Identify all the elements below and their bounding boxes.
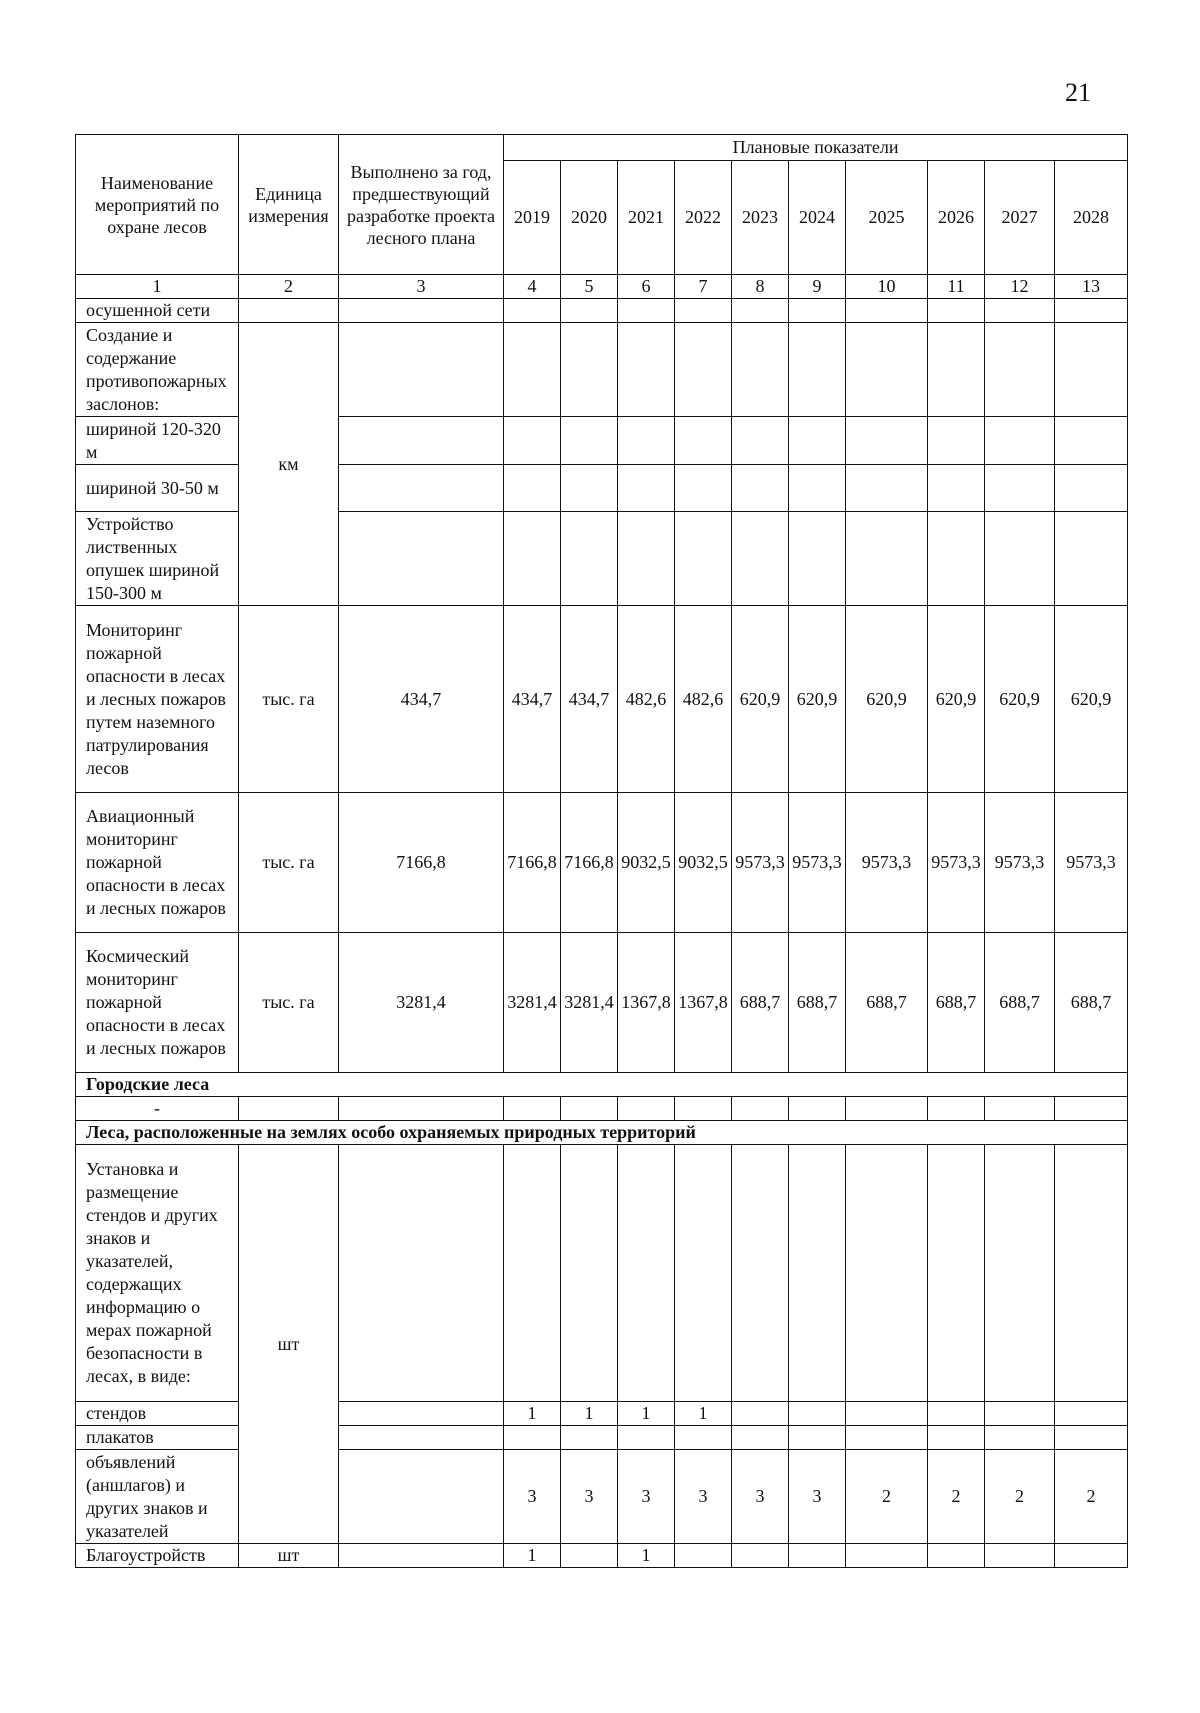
row-name: осушенной сети	[76, 299, 239, 323]
row-value: 1	[618, 1402, 675, 1426]
row-value: 1	[504, 1402, 561, 1426]
table-row	[76, 1426, 1128, 1450]
row-name: шириной 30-50 м	[76, 465, 239, 512]
row-name: Авиационный мониторинг пожарной опасности в лесах и лесных пожаров	[76, 793, 239, 933]
row-name: Создание и содержание противопожарных заслонов:	[76, 323, 239, 417]
row-value: 9032,5	[618, 793, 675, 933]
table-row	[76, 933, 1128, 1073]
row-value	[928, 1544, 985, 1568]
row-value: 9573,3	[789, 793, 846, 933]
table-row	[76, 1097, 1128, 1121]
row-done: 434,7	[339, 606, 504, 793]
row-value: 3281,4	[504, 933, 561, 1073]
table-row	[76, 1544, 1128, 1568]
row-value	[789, 1544, 846, 1568]
row-name: объявлений (аншлагов) и других знаков и указателей	[76, 1450, 239, 1544]
row-value: 1	[504, 1544, 561, 1568]
row-value: 9032,5	[675, 793, 732, 933]
row-value: 9573,3	[928, 793, 985, 933]
row-value: 1367,8	[618, 933, 675, 1073]
row-value	[561, 1544, 618, 1568]
unit-km: км	[239, 323, 339, 606]
col-number: 8	[732, 275, 789, 299]
table-row	[76, 465, 1128, 512]
row-done: 3281,4	[339, 933, 504, 1073]
row-value: 620,9	[732, 606, 789, 793]
row-value	[675, 1544, 732, 1568]
row-value: 620,9	[928, 606, 985, 793]
row-value: 3	[504, 1450, 561, 1544]
row-value: 9573,3	[732, 793, 789, 933]
row-value: 9573,3	[846, 793, 928, 933]
row-value	[985, 1544, 1055, 1568]
row-value: 2	[985, 1450, 1055, 1544]
row-value: 3	[732, 1450, 789, 1544]
col-number: 2	[239, 275, 339, 299]
row-value: 482,6	[618, 606, 675, 793]
col-number: 4	[504, 275, 561, 299]
table-row	[76, 1450, 1128, 1544]
header-year: 2024	[789, 161, 846, 275]
row-value: 9573,3	[985, 793, 1055, 933]
row-value: 3281,4	[561, 933, 618, 1073]
row-done: 7166,8	[339, 793, 504, 933]
row-value: 3	[789, 1450, 846, 1544]
table-row	[76, 417, 1128, 465]
header-done: Выполнено за год, предшествующий разработке проекта лесного плана	[339, 135, 504, 275]
row-name: стендов	[76, 1402, 239, 1426]
header-year: 2020	[561, 161, 618, 275]
col-number: 1	[76, 275, 239, 299]
row-value: 1	[618, 1544, 675, 1568]
col-number: 11	[928, 275, 985, 299]
col-number: 13	[1055, 275, 1128, 299]
row-name: -	[76, 1097, 239, 1121]
row-value	[846, 1544, 928, 1568]
row-value: 434,7	[561, 606, 618, 793]
row-value: 620,9	[985, 606, 1055, 793]
row-value: 7166,8	[504, 793, 561, 933]
header-year: 2025	[846, 161, 928, 275]
header-year: 2023	[732, 161, 789, 275]
unit-sht: шт	[239, 1145, 339, 1544]
row-value: 688,7	[732, 933, 789, 1073]
row-value: 620,9	[846, 606, 928, 793]
table-row	[76, 1402, 1128, 1426]
row-value: 688,7	[789, 933, 846, 1073]
table-row	[76, 512, 1128, 606]
row-unit: шт	[239, 1544, 339, 1568]
row-value: 3	[618, 1450, 675, 1544]
header-year: 2027	[985, 161, 1055, 275]
col-number: 7	[675, 275, 732, 299]
header-year: 2021	[618, 161, 675, 275]
row-value: 3	[675, 1450, 732, 1544]
col-number: 9	[789, 275, 846, 299]
forest-protection-table	[75, 134, 1128, 1568]
row-value: 688,7	[928, 933, 985, 1073]
row-name: шириной 120-320 м	[76, 417, 239, 465]
table-row	[76, 1145, 1128, 1402]
row-unit: тыс. га	[239, 793, 339, 933]
table-row	[76, 793, 1128, 933]
row-unit: тыс. га	[239, 933, 339, 1073]
col-number: 6	[618, 275, 675, 299]
col-number: 12	[985, 275, 1055, 299]
row-value: 688,7	[846, 933, 928, 1073]
header-planned: Плановые показатели	[504, 135, 1128, 161]
header-year: 2022	[675, 161, 732, 275]
row-value: 2	[928, 1450, 985, 1544]
col-number: 10	[846, 275, 928, 299]
row-value: 482,6	[675, 606, 732, 793]
row-value: 620,9	[789, 606, 846, 793]
header-unit: Единица измерения	[239, 135, 339, 275]
row-name: Космический мониторинг пожарной опасности в лесах и лесных пожаров	[76, 933, 239, 1073]
row-name: плакатов	[76, 1426, 239, 1450]
row-value: 2	[1055, 1450, 1128, 1544]
row-name: Мониторинг пожарной опасности в лесах и лесных пожаров путем наземного патрулирования лесов	[76, 606, 239, 793]
header-year: 2028	[1055, 161, 1128, 275]
row-value: 1	[675, 1402, 732, 1426]
header-year: 2019	[504, 161, 561, 275]
col-number: 5	[561, 275, 618, 299]
row-value	[732, 1544, 789, 1568]
section-city-forests: Городские леса	[76, 1073, 1128, 1097]
table-row	[76, 299, 1128, 323]
row-value: 434,7	[504, 606, 561, 793]
row-value: 620,9	[1055, 606, 1128, 793]
row-value: 688,7	[985, 933, 1055, 1073]
header-year: 2026	[928, 161, 985, 275]
section-protected-areas: Леса, расположенные на землях особо охраняемых природных территорий	[76, 1121, 1128, 1145]
page-number: 21	[1065, 78, 1091, 107]
col-number: 3	[339, 275, 504, 299]
row-value: 3	[561, 1450, 618, 1544]
row-value: 9573,3	[1055, 793, 1128, 933]
row-value: 688,7	[1055, 933, 1128, 1073]
row-name: Установка и размещение стендов и других знаков и указателей, содержащих информацию о мерах пожарной безопасности в лесах, в виде:	[76, 1145, 239, 1402]
row-value: 1367,8	[675, 933, 732, 1073]
row-value	[1055, 1544, 1128, 1568]
row-name: Благоустройств	[76, 1544, 239, 1568]
row-value: 7166,8	[561, 793, 618, 933]
header-name: Наименование мероприятий по охране лесов	[76, 135, 239, 275]
table-row	[76, 323, 1128, 417]
row-value: 2	[846, 1450, 928, 1544]
row-unit: тыс. га	[239, 606, 339, 793]
row-value: 1	[561, 1402, 618, 1426]
table-row	[76, 606, 1128, 793]
row-name: Устройство лиственных опушек шириной 150-300 м	[76, 512, 239, 606]
